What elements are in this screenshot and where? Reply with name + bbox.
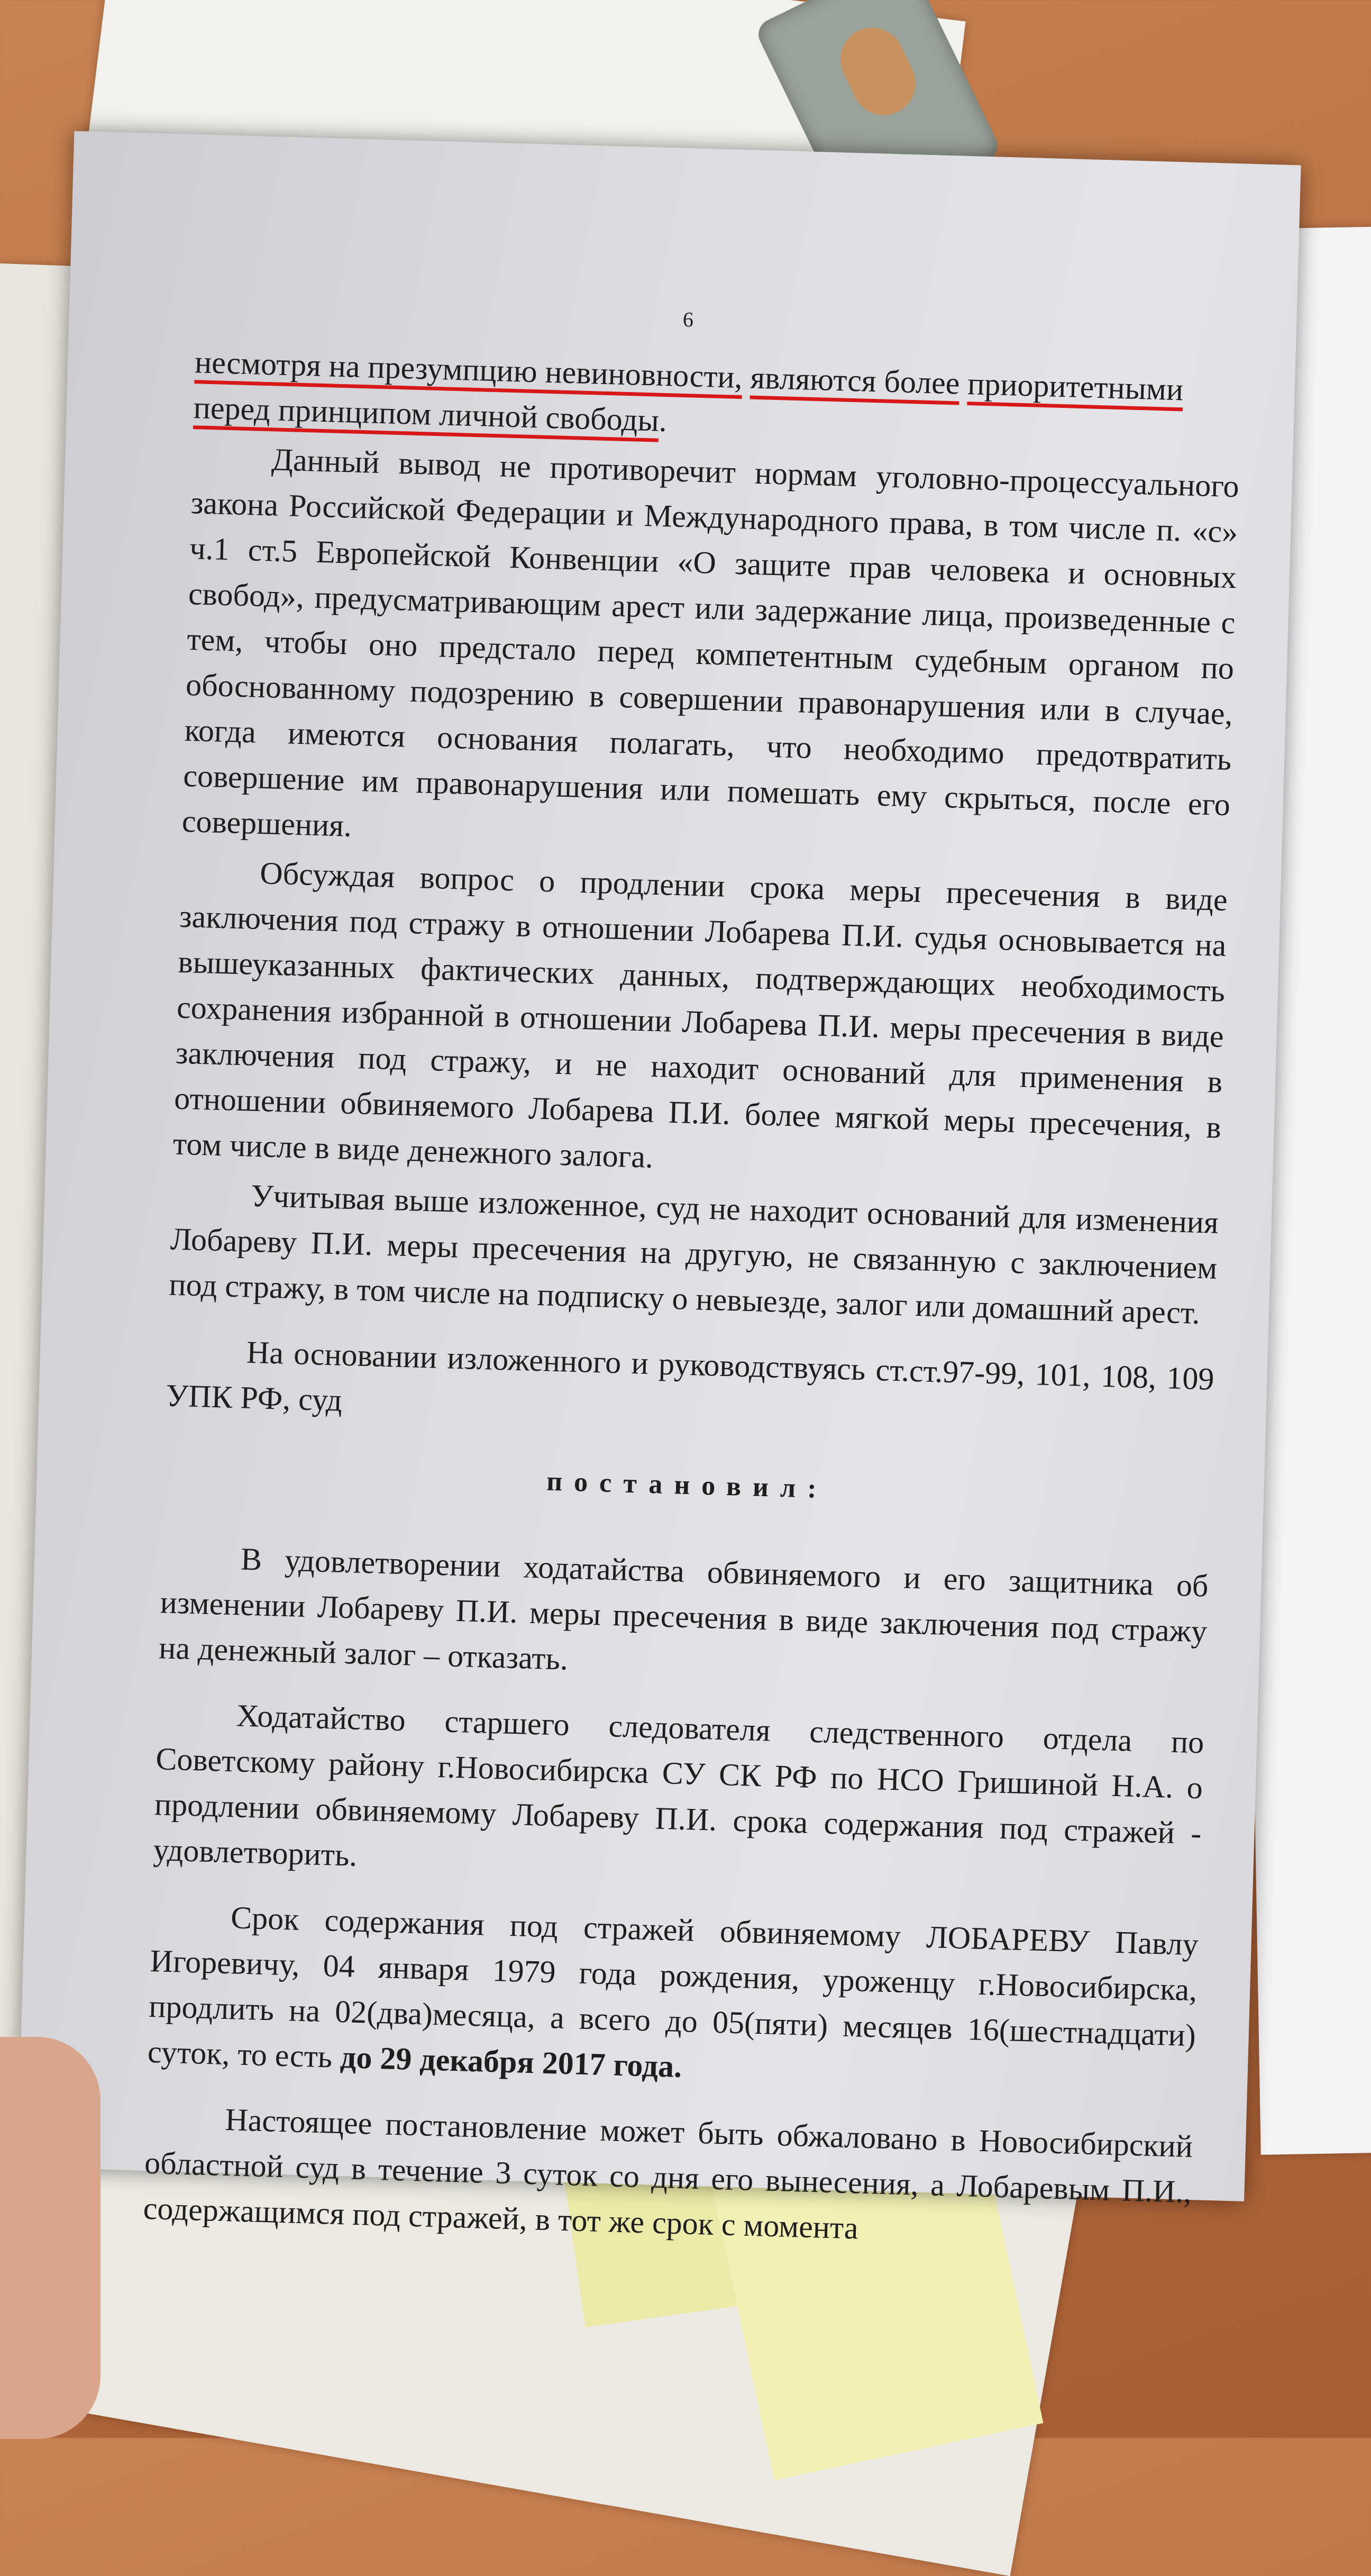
page-content [142,293,1244,2264]
resolution-item-3 [147,1892,1199,2104]
underlined-text: приоритетными [967,366,1184,407]
underlined-text: несмотря на презумпцию невиновности, [194,344,743,395]
resolution-item-4: Настоящее постановление может быть обжаловано в Новосибирский областной суд в течение 3 суток со дня его вынесения, а Лобаревым П.И., содержащимся под стражей, в тот же срок с момента [142,2102,1193,2246]
document-page [17,131,1301,2246]
resolution-item-2: Ходатайство старшего следователя следственного отдела по Советскому району г.Новосибирска СУ СК РФ по НСО Гришиной Н.А. о продлении обвиняемому Лобареву П.И. срока содержания под стражей - удовлетворить. [152,1698,1205,1873]
paragraph-legal-basis: Данный вывод не противоречит нормам уголовно-процессуального закона Российской Федерации и Международного права, в том числе п. «с» ч.1 ст.5 Европейской Конвенции «О защите прав человека и основных свобод», предусматривающим арест или задержание лица, произведенные с тем, чтобы оно предстало перед компетентным судебным органом по обоснованному подозрению в совершении правонарушения или в случае, когда имеются основания полагать, что необходимо предотвратить совершение им правонарушения или помешать ему скрыться, после его совершения. [181,442,1240,843]
resolution-item-1: В удовлетворении ходатайства обвиняемого и его защитника об изменении Лобареву П.И. меры пресечения в виде заключения под стражу на денежный залог – отказать. [158,1541,1209,1677]
underlined-text: являются более [750,360,961,401]
hand [0,2037,100,2439]
page-number: 6 [682,307,694,332]
paragraph-basis-articles: На основании изложенного и руководствуясь ст.ст.97-99, 101, 108, 109 УПК РФ, суд [165,1334,1215,1418]
paragraph-conclusion: Учитывая выше изложенное, суд не находит оснований для изменения Лобареву П.И. меры пресечения на другую, не связанную с заключением под стражу, в том числе на подписку о невыезде, залог или домашний арест. [168,1178,1219,1331]
underlined-text: перед принципом личной свободы [193,390,660,438]
resolution-deadline: до 29 декабря 2017 года. [340,2040,683,2085]
resolution-item-3-text: Срок содержания под стражей обвиняемому ЛОБАРЕВУ Павлу Игоревичу, 04 января 1979 года рождения, уроженцу г.Новосибирска, продлить на 02(два)месяца, а всего до 05(пяти) месяцев 16(шестнадцати) суток, то есть [147,1900,1199,2074]
opening-end: . [658,403,668,439]
paragraph-extension-discussion: Обсуждая вопрос о продлении срока меры пресечения в виде заключения под стражу в отношении Лобарева П.И. судья основывается на вышеуказанных фактических данных, подтверждающих необходимость сохранения избранной в отношении Лобарева П.И. меры пресечения в виде заключения под стражу, и не находит оснований для применения в отношении обвиняемого Лобарева П.И. более мягкой меры пресечения, в том числе в виде денежного залога. [172,855,1228,1175]
resolution-heading: постановил: [546,1466,829,1505]
